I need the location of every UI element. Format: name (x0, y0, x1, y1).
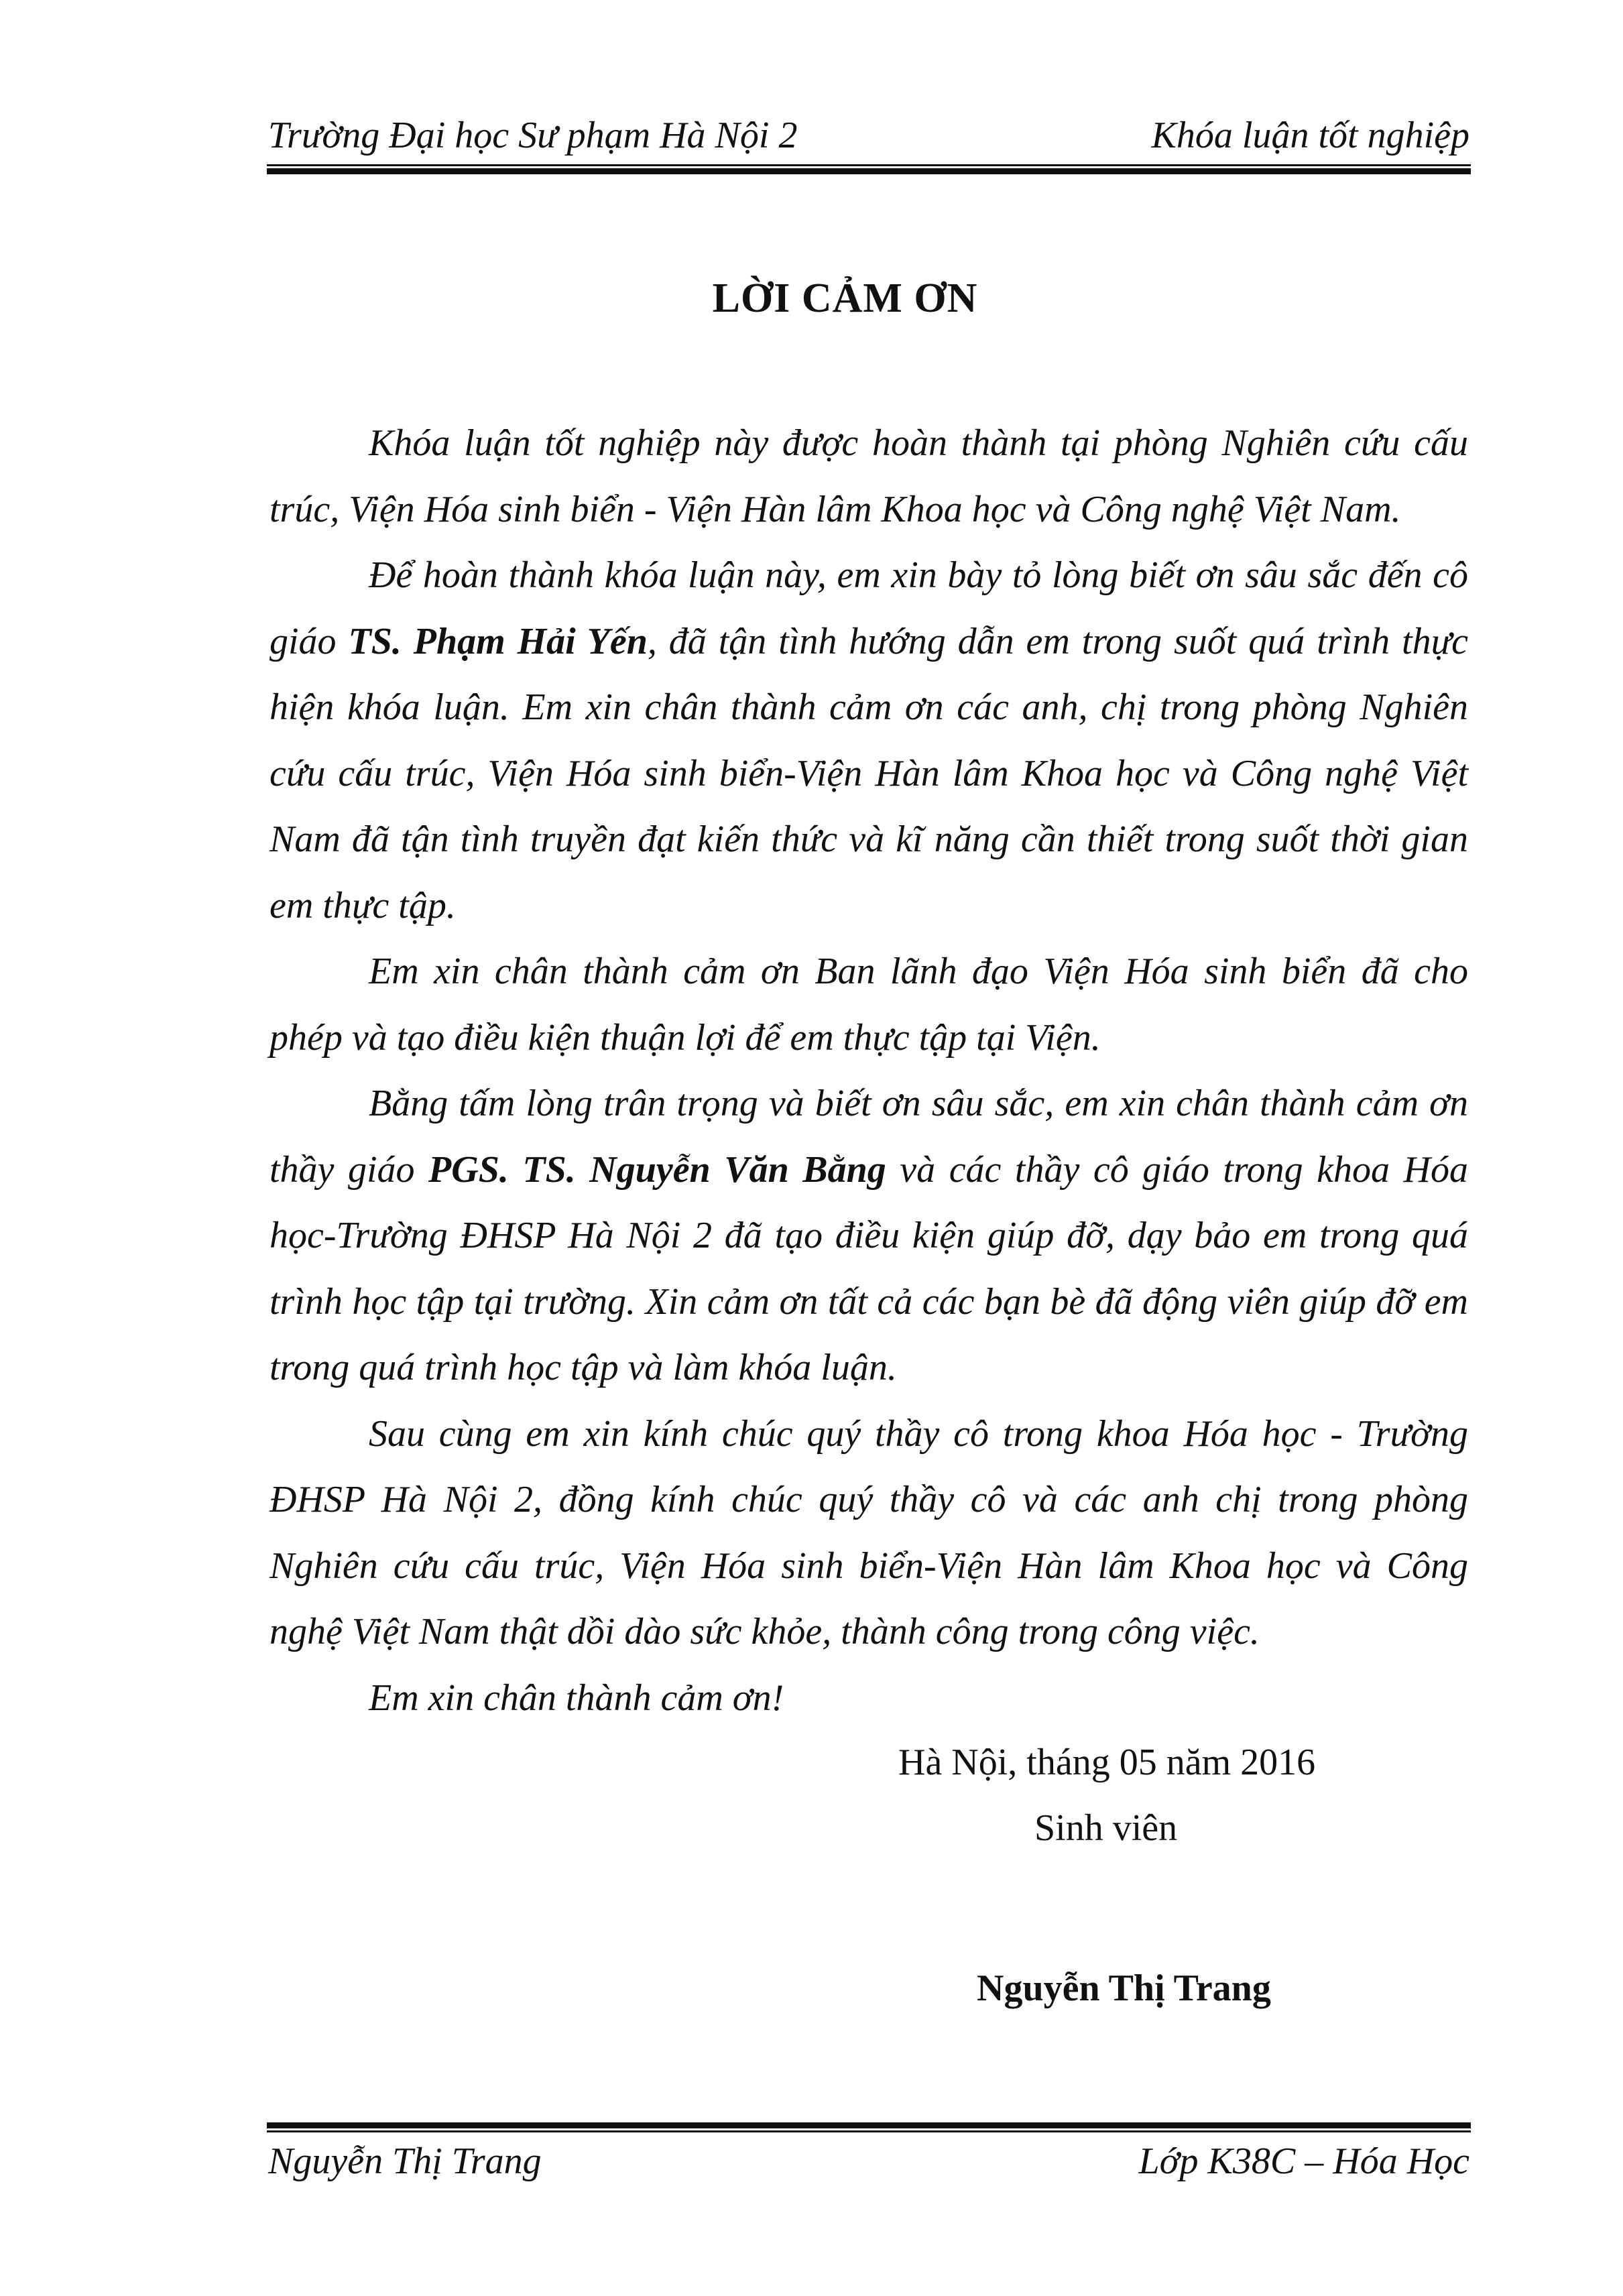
professor-name: PGS. TS. Nguyễn Văn Bằng (428, 1148, 886, 1191)
supervisor-name: TS. Phạm Hải Yến (348, 620, 648, 662)
paragraph-4-start: Bằng tấm lòng trân trọng và biết ơn sâu sắc, em xin chân thành cảm ơn thầy giáo (269, 1083, 1468, 1191)
footer-rule-thick (267, 2122, 1471, 2128)
footer-author: Nguyễn Thị Trang (268, 2140, 542, 2182)
paragraph-4-end: và các thầy cô giáo trong khoa Hóa học-Trường ĐHSP Hà Nội 2 đã tạo điều kiện giúp đỡ, dạy bảo em trong quá trình học tập tại trường. Xin cảm ơn tất cả các bạn bè đã động viên giúp đỡ em trong quá trình học tập và làm khóa luận. (269, 1148, 1468, 1388)
header-university: Trường Đại học Sư phạm Hà Nội 2 (268, 115, 798, 156)
paragraph-6: Em xin chân thành cảm ơn! (369, 1677, 784, 1719)
footer-rule-thin (267, 2130, 1471, 2132)
paragraph-2-start: Để hoàn thành khóa luận này, em xin bày tỏ lòng biết ơn sâu sắc đến cô giáo (269, 554, 1468, 662)
header-document-type: Khóa luận tốt nghiệp (1151, 115, 1469, 156)
signature-role: Sinh viên (1034, 1807, 1178, 1849)
footer-class: Lớp K38C – Hóa Học (1138, 2140, 1469, 2182)
paragraph-2 (269, 542, 1468, 939)
header-rule-thin (267, 164, 1471, 166)
acknowledgement-body (269, 410, 1468, 1731)
page-header (268, 109, 1469, 162)
page-title: LỜI CẢM ƠN (712, 276, 978, 321)
signature-name: Nguyễn Thị Trang (977, 1968, 1271, 2009)
paragraph-3: Em xin chân thành cảm ơn Ban lãnh đạo Viện Hóa sinh biển đã cho phép và tạo điều kiện thuận lợi để em thực tập tại Viện. (269, 951, 1468, 1059)
header-rule-thick (267, 168, 1471, 174)
paragraph-5: Sau cùng em xin kính chúc quý thầy cô trong khoa Hóa học - Trường ĐHSP Hà Nội 2, đồng kính chúc quý thầy cô và các anh chị trong phòng Nghiên cứu cấu trúc, Viện Hóa sinh biển-Viện Hàn lâm Khoa học và Công nghệ Việt Nam thật dồi dào sức khỏe, thành công trong công việc. (269, 1412, 1468, 1652)
paragraph-2-end: , đã tận tình hướng dẫn em trong suốt quá trình thực hiện khóa luận. Em xin chân thành cảm ơn các anh, chị trong phòng Nghiên cứu cấu trúc, Viện Hóa sinh biển-Viện Hàn lâm Khoa học và Công nghệ Việt Nam đã tận tình truyền đạt kiến thức và kĩ năng cần thiết trong suốt thời gian em thực tập. (269, 620, 1469, 926)
paragraph-4 (269, 1071, 1468, 1401)
signature-date: Hà Nội, tháng 05 năm 2016 (898, 1742, 1316, 1783)
paragraph-1: Khóa luận tốt nghiệp này được hoàn thành tại phòng Nghiên cứu cấu trúc, Viện Hóa sinh biển - Viện Hàn lâm Khoa học và Công nghệ Việt Nam. (269, 422, 1468, 530)
page-footer (268, 2134, 1469, 2188)
